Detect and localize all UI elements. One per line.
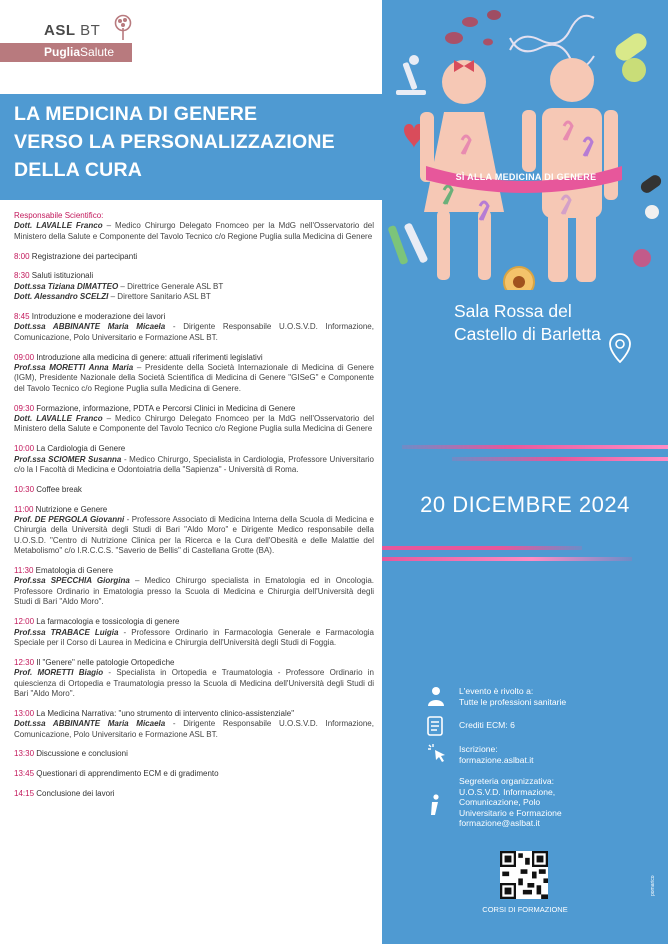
info-icon xyxy=(427,794,443,816)
speaker-line xyxy=(14,282,374,292)
speaker-name: Prof.ssa TRABACE Luigia xyxy=(14,627,119,637)
program-item-heading xyxy=(14,444,374,454)
dna-icon xyxy=(510,16,594,68)
program-item-heading xyxy=(14,485,374,495)
program-item-heading xyxy=(14,789,374,799)
program-item xyxy=(14,658,374,700)
program-time: 13:45 xyxy=(14,769,35,779)
speaker-line xyxy=(14,719,374,740)
speaker-line xyxy=(14,363,374,394)
speaker-role: - Specialista in Ortopedia e Traumatologia - Professore Ordinario in quiescienza di Ortopedia e Traumatologia presso la Scuola di Medicina dell'Università degli Studi di Bari "Aldo Moro". xyxy=(14,668,375,698)
banner-text: SÌ ALLA MEDICINA DI GENERE xyxy=(455,172,597,182)
speaker-role: – Medico Chirurgo Delegato Fnomceo per la MdG nell'Osservatorio del Ministero della Salute e Componente del Tavolo Tecnico c/o Regione Puglia sulla Medicina di Genere xyxy=(14,414,374,434)
program-time: 8:00 xyxy=(14,251,30,261)
document-icon xyxy=(427,716,443,736)
ecm-credits: Crediti ECM: 6 xyxy=(459,720,515,730)
qr-caption: CORSI DI FORMAZIONE xyxy=(482,905,568,914)
speaker-name: Prof.ssa SCIOMER Susanna xyxy=(14,454,122,464)
speaker-line xyxy=(14,414,374,435)
cursor-click-icon xyxy=(427,742,447,764)
info-panel xyxy=(382,0,668,944)
program-label: Introduzione e moderazione dei lavori xyxy=(29,312,166,322)
stripe xyxy=(452,457,668,461)
program-item-heading xyxy=(14,617,374,627)
program-label: Nutrizione e Genere xyxy=(33,504,108,514)
program-label: Coffee break xyxy=(34,484,82,494)
program-time: 10:00 xyxy=(14,444,35,454)
program-item xyxy=(14,617,374,648)
program-item xyxy=(14,404,374,435)
program-item xyxy=(14,485,374,495)
speaker-role: - Dirigente Responsabile U.O.S.V.D. Informazione, Comunicazione, Polo Universitario e Formazione ASL BT. xyxy=(14,322,374,342)
program-item-heading xyxy=(14,505,374,515)
program-item-heading xyxy=(14,271,374,281)
program-item-heading xyxy=(14,211,374,221)
program-label: Questionari di apprendimento ECM e di gradimento xyxy=(34,769,219,779)
speaker-role: – Presidente della Società Internazionale di Medicina di Genere (IGM), Presidente Nazionale della Società Scientifica di Medicina di Genere "GISeG" e Componente del Tavolo Tecnico c/o Regione Puglia sulla Medicina di Genere. xyxy=(14,363,374,393)
program-time: 11:30 xyxy=(14,566,34,576)
program-item-heading xyxy=(14,749,374,759)
program-item-heading xyxy=(14,252,374,262)
microscope-icon xyxy=(396,55,426,95)
program-item-heading xyxy=(14,353,374,363)
program-item-heading xyxy=(14,769,374,779)
registration: Iscrizione: formazione.aslbat.it xyxy=(459,744,534,765)
program-label: La Cardiologia di Genere xyxy=(34,444,126,454)
program-time: 10:30 xyxy=(14,484,35,494)
qr-icon xyxy=(500,851,548,899)
program-item xyxy=(14,353,374,395)
program-item-heading xyxy=(14,404,374,414)
event-date: 20 DICEMBRE 2024 xyxy=(420,492,630,517)
program-label: Registrazione dei partecipanti xyxy=(29,251,138,261)
program-item xyxy=(14,789,374,799)
program-item xyxy=(14,271,374,302)
program-item xyxy=(14,505,374,557)
program-time: 13:00 xyxy=(14,708,35,718)
program-item xyxy=(14,749,374,759)
doctor-icon xyxy=(427,686,445,706)
stripe xyxy=(382,557,632,561)
program-item xyxy=(14,252,374,262)
hero-illustration xyxy=(382,0,668,290)
program-label: Ematologia di Genere xyxy=(33,566,114,576)
virus-icon xyxy=(633,173,663,267)
speaker-line xyxy=(14,455,374,476)
speaker-role: - Medico Chirurgo, Specialista in Cardiologia, Professore Universitario c/o la I Facoltà di Medicina e Odontoiatria della "Sapienza" - Università di Roma. xyxy=(14,454,374,475)
speaker-name: Prof. DE PERGOLA Giovanni xyxy=(14,515,125,525)
registration-link[interactable]: formazione.aslbat.it xyxy=(459,754,534,765)
program-item xyxy=(14,312,374,343)
speaker-name: Dott. LAVALLE Franco xyxy=(14,221,103,231)
speaker-name: Dott. LAVALLE Franco xyxy=(14,414,103,424)
speaker-line xyxy=(14,515,374,557)
program-list xyxy=(14,211,374,809)
speaker-name: Prof. MORETTI Biagio xyxy=(14,668,104,678)
speaker-line xyxy=(14,576,374,607)
program-label: La farmacologia e tossicologia di genere xyxy=(34,617,180,627)
test-tubes-icon xyxy=(387,222,428,265)
program-time: 8:45 xyxy=(14,312,30,322)
speaker-name: Prof.ssa MORETTI Anna Maria xyxy=(14,363,134,373)
program-item xyxy=(14,566,374,608)
program-label: Introduzione alla medicina di genere: attuali riferimenti legislativi xyxy=(34,352,263,362)
program-label: Discussione e conclusioni xyxy=(34,749,128,759)
contact-email[interactable]: formazione@aslbat.it xyxy=(459,818,540,828)
speaker-role: – Direttrice Generale ASL BT xyxy=(118,281,224,291)
program-label: Formazione, informazione, PDTA e Percorsi Clinici in Medicina di Genere xyxy=(34,403,296,413)
program-time: 11:00 xyxy=(14,504,34,514)
program-time: 12:00 xyxy=(14,617,35,627)
cell-icon xyxy=(504,267,534,290)
program-label: La Medicina Narrativa: "uno strumento di intervento clinico-assistenziale" xyxy=(34,708,295,718)
speaker-role: - Professore Associato di Medicina Interna della Scuola di Medicina e Chirurgia della Università degli Studi di Bari "Aldo Moro" e Dirigente Medico responsabile della U.O.S.D. "Centro di Nutrizione Clinica per la Ricerca e la Cura dell'Obesità e delle Malattie del Metabolismo" c/o I.R.C.C.S. "Saverio de Bellis" di Castellana Grotte (BA). xyxy=(14,515,374,556)
program-label: Conclusione dei lavori xyxy=(34,788,115,798)
program-item-heading xyxy=(14,709,374,719)
qr-code[interactable] xyxy=(500,851,548,899)
red-cells-icon xyxy=(445,10,501,46)
program-item xyxy=(14,444,374,475)
speaker-line xyxy=(14,322,374,343)
program-item-heading xyxy=(14,566,374,576)
speaker-line xyxy=(14,292,374,302)
speaker-line xyxy=(14,628,374,649)
program-time: 14:15 xyxy=(14,788,35,798)
credit: pomarico xyxy=(650,875,656,896)
program-item-heading xyxy=(14,658,374,668)
stripe xyxy=(402,445,668,449)
speaker-name: Prof.ssa SPECCHIA Giorgina xyxy=(14,576,130,586)
program-label: Il "Genere" nelle patologie Ortopediche xyxy=(34,657,175,667)
event-title: LA MEDICINA DI GENERE VERSO LA PERSONALIZZAZIONE DELLA CURA xyxy=(0,94,382,200)
speaker-role: - Professore Ordinario in Farmacologia Generale e Farmacologia Speciale per il Corso di Laurea in Medicina e Chirurgia dell'Università degli Studi di Foggia. xyxy=(14,627,374,647)
male-figure-icon xyxy=(522,58,618,282)
speaker-line xyxy=(14,221,374,242)
speaker-role: - Dirigente Responsabile U.O.S.V.D. Informazione, Comunicazione, Polo Universitario e Formazione ASL BT. xyxy=(14,719,374,739)
program-item xyxy=(14,769,374,779)
program-item xyxy=(14,709,374,740)
program-item xyxy=(14,211,374,242)
program-time: 8:30 xyxy=(14,271,30,281)
venue: Sala Rossa del Castello di Barletta xyxy=(454,301,601,344)
stripe xyxy=(382,546,582,550)
program-time: 12:30 xyxy=(14,657,35,667)
program-time: 09:30 xyxy=(14,403,35,413)
speaker-line xyxy=(14,668,374,699)
speaker-name: Dott.ssa ABBINANTE Maria Micaela xyxy=(14,322,166,332)
program-label: Saluti istituzionali xyxy=(29,271,94,281)
asl-logo: ASL BT PugliaSalute xyxy=(0,12,132,62)
location-pin-icon xyxy=(609,333,631,363)
pill-icon xyxy=(612,30,650,82)
organizing-secretariat: Segreteria organizzativa: U.O.S.V.D. Informazione, Comunicazione, Polo Universitario e Formazione formazione@aslbat.it xyxy=(459,776,562,828)
target-audience: L'evento è rivolto a: Tutte le professioni sanitarie xyxy=(459,686,567,707)
speaker-role: – Medico Chirurgo specialista in Ematologia ed in Oncologia. Professore Ordinario in Ematologia presso la Scuola di Medicina e Chirurgia dell'Università degli Studi di Bari "Aldo Moro". xyxy=(14,576,374,607)
speaker-role: – Direttore Sanitario ASL BT xyxy=(108,292,211,302)
speaker-name: Dott.ssa ABBINANTE Maria Micaela xyxy=(14,719,166,729)
speaker-role: – Medico Chirurgo Delegato Fnomceo per la MdG nell'Osservatorio del Ministero della Salute e Componente del Tavolo Tecnico c/o Regione Puglia sulla Medicina di Genere xyxy=(14,221,374,241)
program-time: 13:30 xyxy=(14,749,35,759)
speaker-name: Dott. Alessandro SCELZI xyxy=(14,292,109,302)
speaker-name: Dott.ssa Tiziana DIMATTEO xyxy=(14,281,119,291)
program-label: Responsabile Scientifico: xyxy=(14,211,104,220)
program-time: 09:00 xyxy=(14,352,35,362)
program-item-heading xyxy=(14,312,374,322)
tree-icon xyxy=(114,14,132,40)
